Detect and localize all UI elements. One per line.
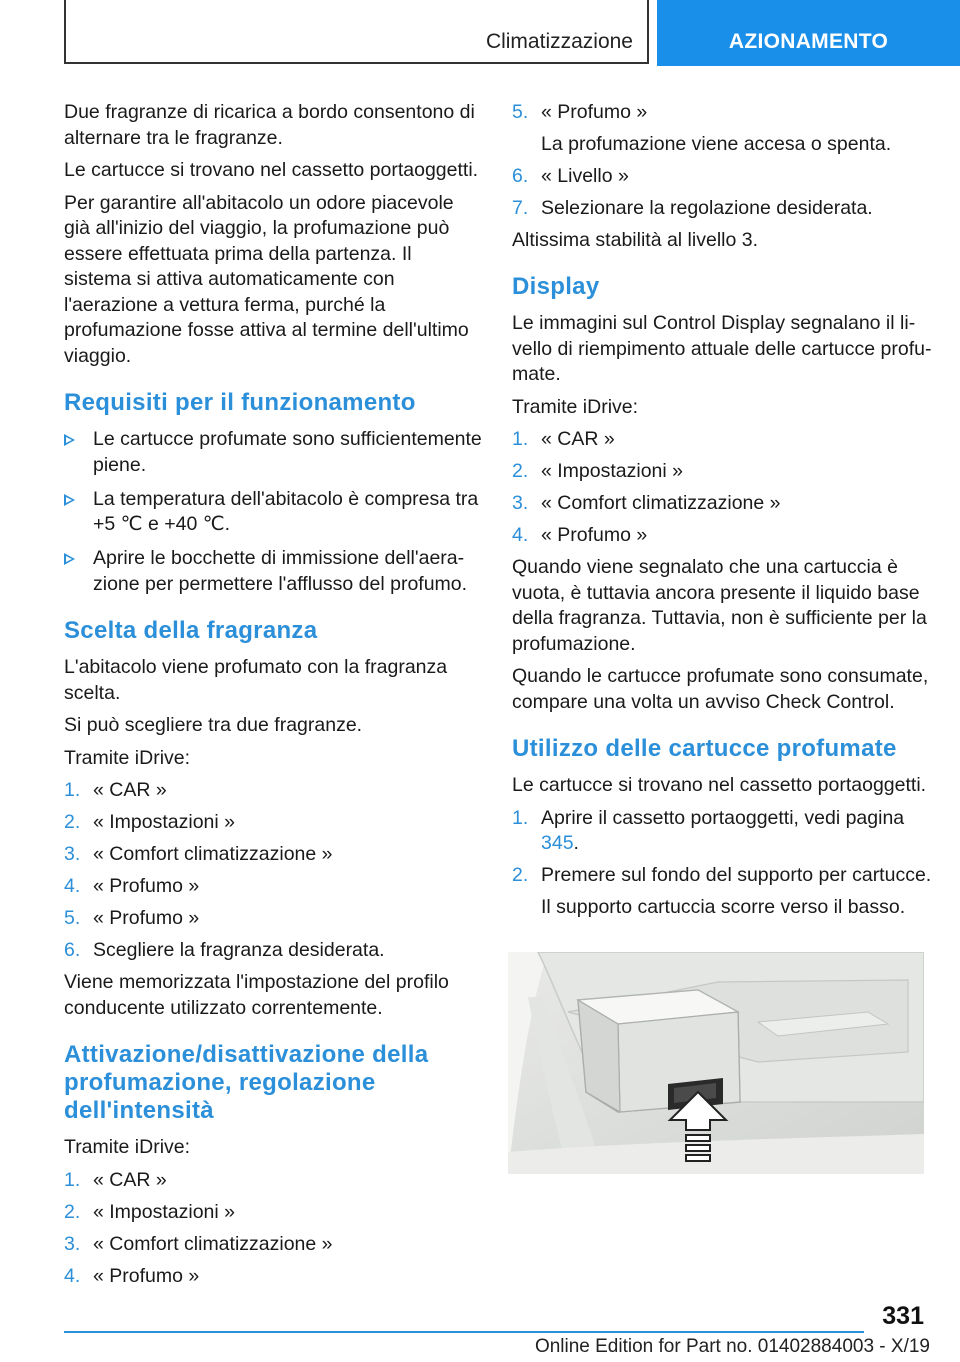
intro-paragraph: Per garantire all'abitacolo un odore piacevole già all'inizio del viaggio, la profumazione può essere effettuata prima della partenza. Il sistema si attiva automaticamente con l'aerazione a vettura ferma, purché la profumazione fosse attiva al termine dell'ultimo viaggio. [64, 191, 469, 367]
paragraph: Viene memorizzata l'impostazione del profilo conducente utilizzato correntemente. [64, 971, 449, 1019]
bullet-triangle-icon [64, 494, 75, 506]
paragraph: Quando le cartucce profumate sono consumate, compare una volta un avviso Check Control. [512, 665, 929, 713]
heading-utilizzo: Utilizzo delle cartucce profumate [512, 735, 897, 762]
list-item: Le cartucce profumate sono sufficientemente piene. [64, 427, 484, 478]
heading-attivazione: Attivazione/disattivazione della profumazione, regolazione dell'intensità [64, 1041, 429, 1124]
cartridge-holder-illustration [508, 952, 924, 1174]
steps-list [512, 806, 932, 921]
list-item: Aprire le bocchette di immissione dell'aerazione per permettere l'afflusso del profumo. [64, 546, 484, 597]
section-tab [64, 0, 649, 64]
right-column [512, 100, 932, 927]
list-item: 2. « Impostazioni » [64, 1200, 235, 1223]
paragraph: Tramite iDrive: [64, 746, 191, 769]
paragraph: L'abitacolo viene profumato con la fragranza scelta. [64, 656, 448, 704]
intro-paragraph: Due fragranze di ricarica a bordo consentono di alternare tra le fragranze. [64, 101, 475, 149]
list-item: 4. « Profumo » [64, 1264, 200, 1287]
bullet-triangle-icon [64, 553, 75, 565]
list-item: 2. « Impostazioni » [64, 811, 235, 833]
list-item: 3. « Comfort climatizzazione » [64, 1232, 333, 1255]
bullet-triangle-icon [64, 434, 75, 446]
list-item: 1. Aprire il cassetto portaoggetti, vedi pagina 345. [512, 806, 905, 854]
page-number: 331 [882, 1302, 924, 1330]
intro-paragraph: Le cartucce si trovano nel cassetto portaoggetti. [64, 159, 479, 181]
list-item: 5. « Profumo » La profumazione viene accesa o spenta. [512, 101, 892, 155]
paragraph: Le immagini sul Control Display segnalano il livello di riempimento attuale delle cartucce profumate. [512, 312, 932, 385]
footer-edition: Online Edition for Part no. 01402884003 - X/19 [534, 1336, 930, 1357]
steps-list [64, 1168, 484, 1290]
list-item: 6. « Livello » [512, 164, 629, 187]
list-item: 4. « Profumo » [512, 524, 648, 546]
paragraph: Quando viene segnalato che una cartuccia è vuota, è tuttavia ancora presente il liquido base della fragranza. Tuttavia, non è sufficiente per la profumazione. [512, 556, 927, 655]
paragraph: Si può scegliere tra due fragranze. [64, 714, 363, 736]
list-item: 1. « CAR » [64, 779, 167, 801]
list-item: 1. « CAR » [512, 428, 615, 450]
paragraph: Altissima stabilità al livello 3. [512, 228, 759, 251]
section-title: Climatizzazione [485, 30, 633, 53]
paragraph: Tramite iDrive: [512, 395, 639, 418]
page-reference-link[interactable]: 345 [541, 832, 574, 854]
left-column [64, 100, 484, 1296]
list-item: 5. « Profumo » [64, 907, 200, 929]
page-header [0, 0, 960, 66]
list-item: La temperatura dell'abitacolo è compresa tra +5 ℃ e +40 ℃. [64, 487, 484, 538]
list-item: 3. « Comfort climatizzazione » [64, 843, 333, 865]
heading-requisiti: Requisiti per il funzionamento [64, 389, 416, 416]
list-item: 7. Selezionare la regolazione desiderata. [512, 196, 873, 219]
list-item: 1. « CAR » [64, 1168, 167, 1191]
chapter-tab [657, 0, 960, 66]
footer-divider [64, 1331, 864, 1333]
list-item: 6. Scegliere la fragranza desiderata. [64, 939, 385, 961]
heading-display: Display [512, 273, 600, 300]
list-item: 2. Premere sul fondo del supporto per cartucce. Il supporto cartuccia scorre verso il basso. [512, 864, 932, 918]
list-item: 3. « Comfort climatizzazione » [512, 492, 781, 514]
requirements-list [64, 427, 484, 597]
chapter-title: AZIONAMENTO [728, 30, 889, 53]
paragraph: Tramite iDrive: [64, 1136, 191, 1158]
steps-list-continued [512, 100, 932, 221]
heading-scelta: Scelta della fragranza [64, 617, 318, 644]
cartridge-holder-image [508, 952, 924, 1174]
paragraph: Le cartucce si trovano nel cassetto portaoggetti. [512, 774, 927, 796]
steps-list [512, 427, 932, 549]
list-item: 2. « Impostazioni » [512, 460, 683, 482]
list-item: 4. « Profumo » [64, 875, 200, 897]
steps-list [64, 778, 484, 964]
